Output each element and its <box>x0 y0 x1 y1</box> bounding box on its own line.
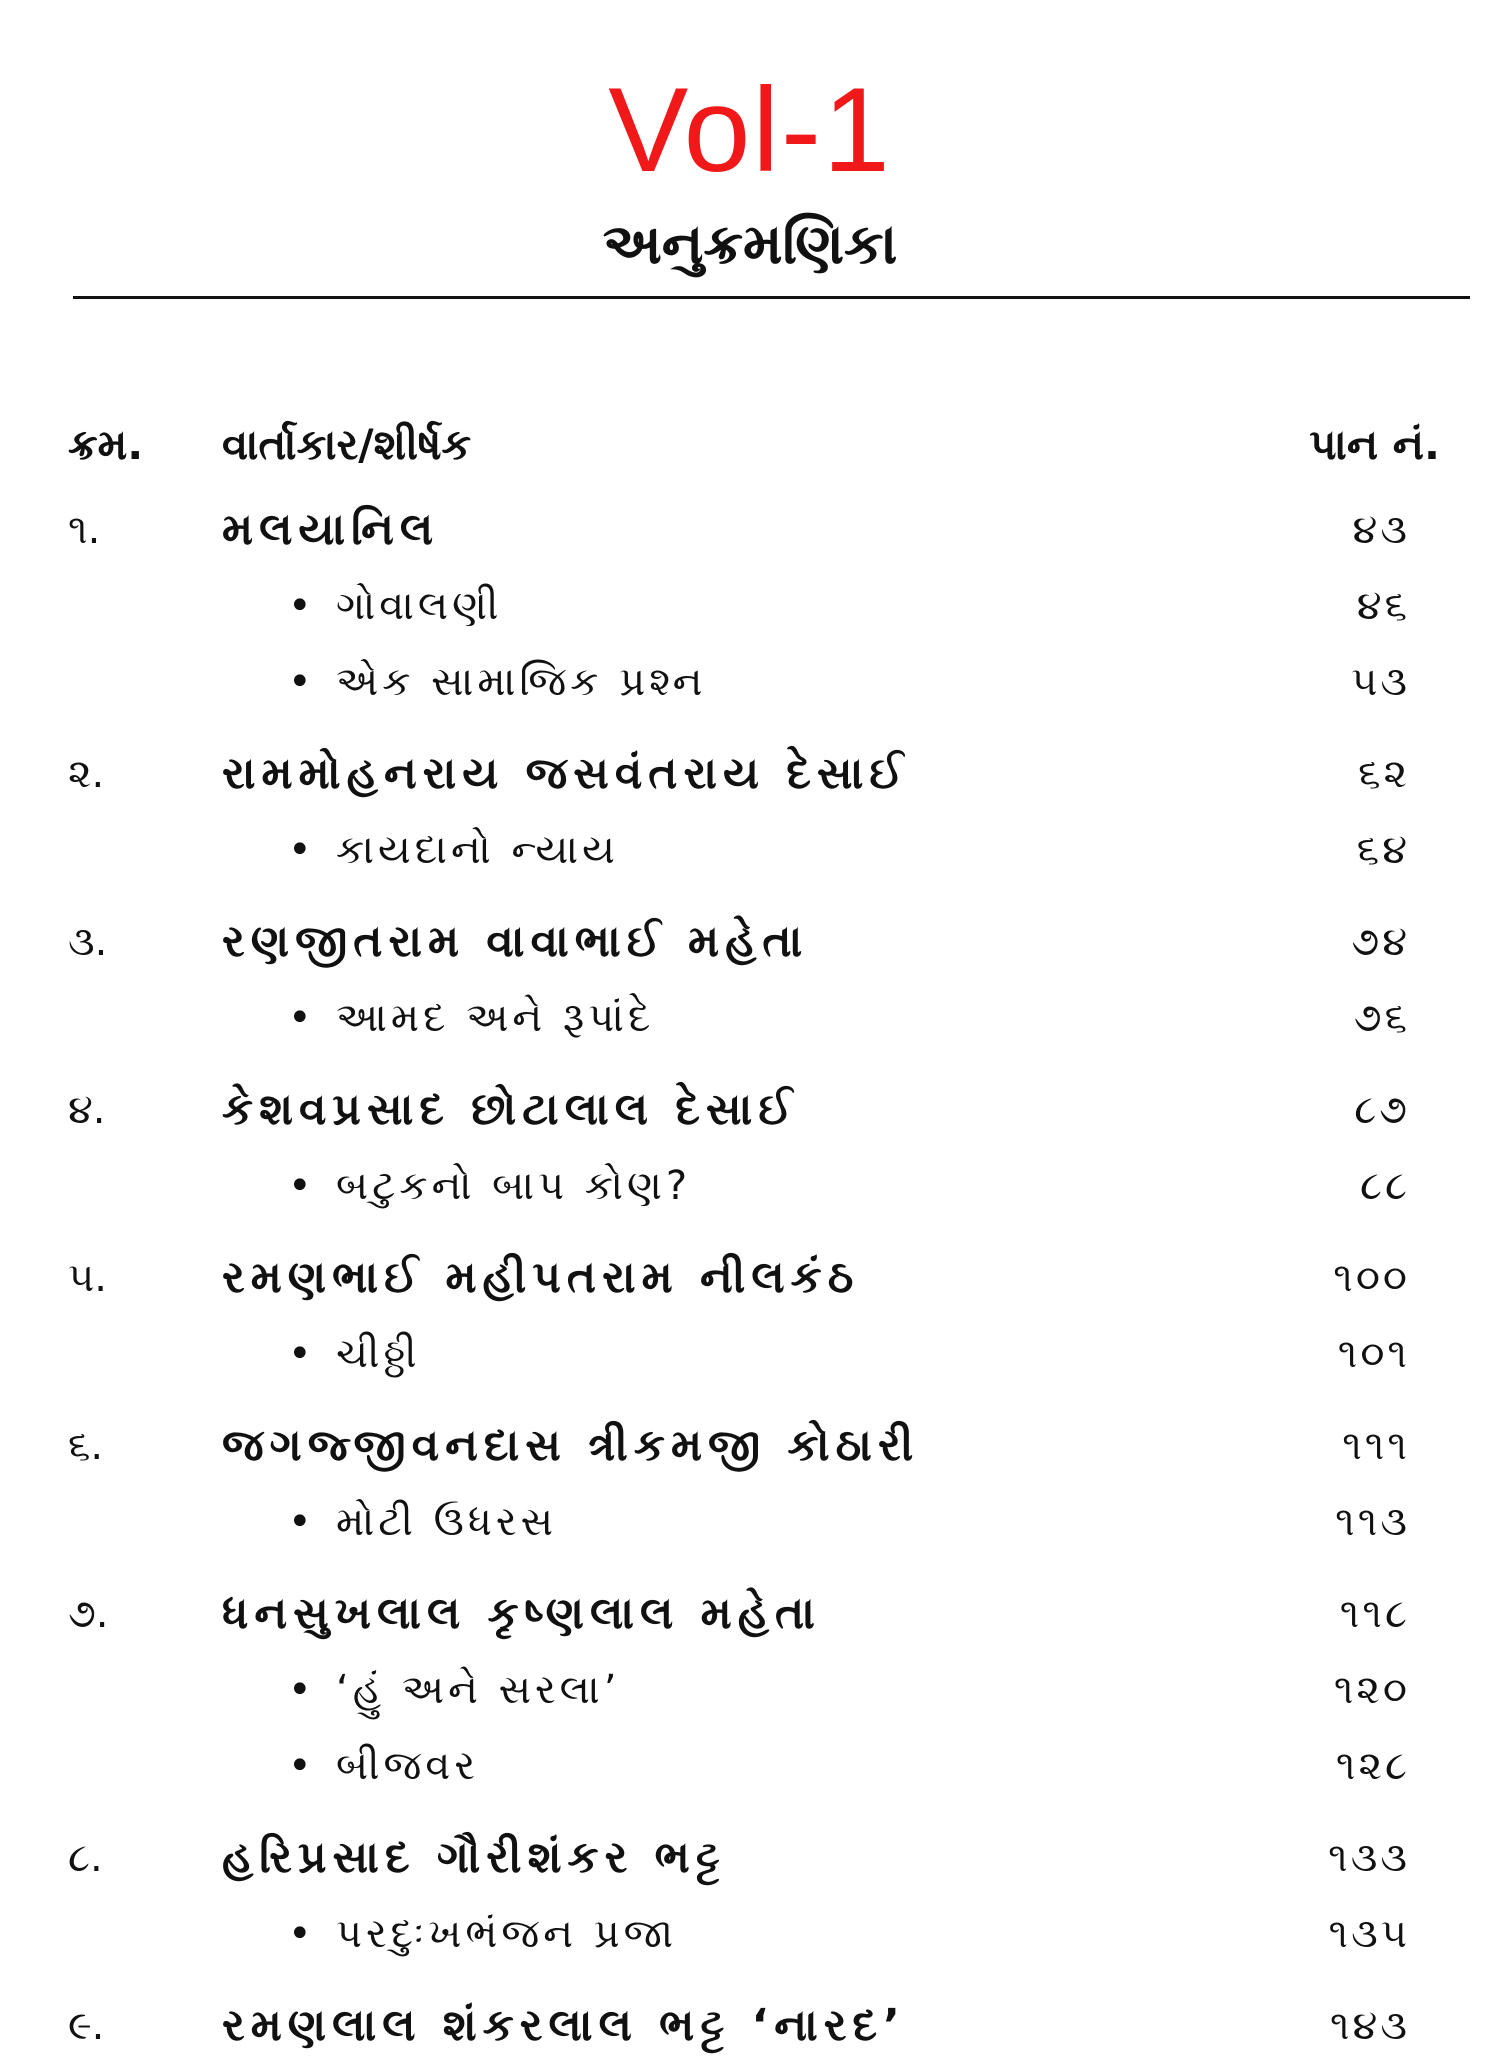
page-number: ૭૪ <box>1351 919 1410 965</box>
column-header-page: પાન નં. <box>1309 420 1440 469</box>
author-name: જગજ્જીવનદાસ ત્રીકમજી કોઠારી <box>222 1420 920 1471</box>
toc-story-row <box>0 1899 1500 1969</box>
toc-author-row <box>0 907 1500 977</box>
toc-author-row <box>0 1823 1500 1893</box>
toc-story-row <box>0 1731 1500 1801</box>
story-title: ‘હું અને સરલા’ <box>336 1667 621 1713</box>
bullet-icon: • <box>288 659 312 705</box>
toc-author-row <box>0 739 1500 809</box>
bullet-icon: • <box>288 1911 312 1957</box>
page-number: ૪૬ <box>1356 583 1410 629</box>
bullet-icon: • <box>288 1163 312 1209</box>
page-number: ૧૪૩ <box>1329 2003 1410 2049</box>
toc-story-row <box>0 1487 1500 1557</box>
entry-number: ૨. <box>68 751 105 797</box>
story-title: ચીઠ્ઠી <box>336 1331 421 1377</box>
author-name: રમણલાલ શંકરલાલ ભટ્ટ ‘નારદ’ <box>222 2000 906 2051</box>
entry-number: ૩. <box>68 919 108 965</box>
author-name: રણજીતરામ વાવાભાઈ મહેતા <box>222 916 809 967</box>
author-name: ધનસુખલાલ કૃષ્ણલાલ મહેતા <box>222 1588 821 1639</box>
entry-number: ૮. <box>68 1835 103 1881</box>
story-title: એક સામાજિક પ્રશ્ન <box>336 659 707 705</box>
page-number: ૫૩ <box>1351 659 1410 705</box>
toc-story-row <box>0 647 1500 717</box>
volume-label: Vol-1 <box>608 63 892 197</box>
story-title: બીજવર <box>336 1743 479 1789</box>
bullet-icon: • <box>288 995 312 1041</box>
story-title: મોટી ઉધરસ <box>336 1499 557 1545</box>
page-number: ૧૨૦ <box>1333 1667 1410 1713</box>
entry-number: ૯. <box>68 2003 105 2049</box>
author-name: રામમોહનરાય જસવંતરાય દેસાઈ <box>222 748 910 799</box>
column-header-number: ક્રમ. <box>68 420 144 469</box>
page-number: ૧૨૮ <box>1335 1743 1410 1789</box>
bullet-icon: • <box>288 1331 312 1377</box>
toc-story-row <box>0 1319 1500 1389</box>
toc-story-row <box>0 571 1500 641</box>
toc-author-row <box>0 1991 1500 2061</box>
author-name: હરિપ્રસાદ ગૌરીશંકર ભટ્ટ <box>222 1832 726 1883</box>
author-name: મલયાનિલ <box>222 504 440 555</box>
bullet-icon: • <box>288 1743 312 1789</box>
bullet-icon: • <box>288 827 312 873</box>
toc-author-row <box>0 1243 1500 1313</box>
page-number: ૮૭ <box>1354 1087 1410 1133</box>
page-number: ૧૧૩ <box>1335 1499 1410 1545</box>
story-title: બટુકનો બાપ કોણ? <box>336 1163 692 1209</box>
header-divider <box>73 296 1470 299</box>
toc-author-row <box>0 1579 1500 1649</box>
page-number: ૬૪ <box>1356 827 1410 873</box>
page-number: ૬૨ <box>1358 751 1410 797</box>
author-name: રમણભાઈ મહીપતરામ નીલકંઠ <box>222 1252 860 1303</box>
bullet-icon: • <box>288 583 312 629</box>
page-number: ૧૦૧ <box>1337 1331 1410 1377</box>
entry-number: ૬. <box>68 1423 104 1469</box>
story-title: આમદ અને રૂપાંદે <box>336 995 655 1041</box>
toc-story-row <box>0 983 1500 1053</box>
toc-heading: અનુક્રમણિકા <box>602 212 898 277</box>
page-number: ૮૮ <box>1360 1163 1410 1209</box>
toc-story-row <box>0 1655 1500 1725</box>
page-number: ૧૩૩ <box>1328 1835 1410 1881</box>
story-title: કાયદાનો ન્યાય <box>336 827 619 873</box>
entry-number: ૪. <box>68 1087 106 1133</box>
page-number: ૧૧૧ <box>1342 1423 1410 1469</box>
story-title: પરદુઃખભંજન પ્રજા <box>336 1911 678 1957</box>
bullet-icon: • <box>288 1667 312 1713</box>
page-number: ૧૦૦ <box>1333 1255 1410 1301</box>
toc-author-row <box>0 1075 1500 1145</box>
page-number: ૭૬ <box>1353 995 1410 1041</box>
toc-story-row <box>0 815 1500 885</box>
page-number: ૧૩૫ <box>1328 1911 1410 1957</box>
page-number: ૪૩ <box>1352 507 1410 553</box>
column-header-title: વાર્તાકાર/શીર્ષક <box>222 420 472 469</box>
author-name: કેશવપ્રસાદ છોટાલાલ દેસાઈ <box>222 1084 799 1135</box>
entry-number: ૧. <box>68 507 101 553</box>
bullet-icon: • <box>288 1499 312 1545</box>
page-number: ૧૧૮ <box>1339 1591 1410 1637</box>
entry-number: ૭. <box>68 1591 109 1637</box>
toc-story-row <box>0 1151 1500 1221</box>
toc-author-row <box>0 1411 1500 1481</box>
entry-number: ૫. <box>68 1255 107 1301</box>
story-title: ગોવાલણી <box>336 583 503 629</box>
toc-author-row <box>0 495 1500 565</box>
